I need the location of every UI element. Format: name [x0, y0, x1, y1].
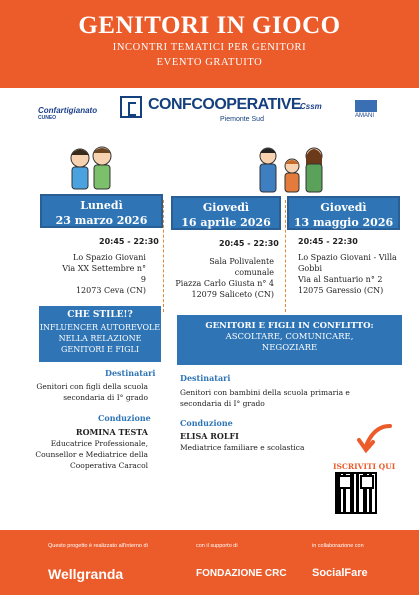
event-3-place: Lo Spazio Giovani - Villa Gobbi Via al Santuario n° 2 12075 Garessio (CN) [298, 253, 397, 295]
footer-mid-note: con il supporto di [196, 543, 238, 549]
header-banner [0, 0, 419, 88]
event-2-time: 20:45 - 22:30 [219, 239, 279, 248]
wellgranda-logo: Wellgranda [48, 566, 124, 582]
footer [0, 530, 419, 595]
event-1-place: Lo Spazio Giovani Via XX Settembre n° 9 12073 Ceva (CN) [62, 253, 146, 295]
arrow-icon [356, 420, 396, 456]
divider [163, 200, 164, 312]
subtitle-evento: EVENTO GRATUITO [156, 57, 263, 68]
confartigianato-logo: Confartigianato CUNEO [38, 106, 98, 121]
topic-1-conduzione-text: ROMINA TESTA Educatrice Professionale, Counsellor e Mediatrice della Cooperativa Caracol [35, 427, 148, 470]
signup-label[interactable]: ISCRIVITI QUI [333, 462, 396, 471]
subtitle-incontri: INCONTRI TEMATICI PER GENITORI [112, 42, 307, 53]
topic-1-destinatari-text: Genitori con figli della scuola secondaria di I° grado [36, 382, 148, 402]
event-1-header: Lunedì 23 marzo 2026 [40, 194, 163, 228]
event-1-time: 20:45 - 22:30 [99, 237, 159, 246]
topic-2-destinatari-label: Destinatari [180, 373, 231, 383]
divider [285, 200, 286, 312]
footer-left-note: Questo progetto è realizzato all'interno di [48, 543, 148, 549]
amani-logo: AMANI [355, 100, 377, 119]
fondazione-crc-logo: FONDAZIONE CRC [196, 568, 287, 579]
topic-2-destinatari-text: Genitori con bambini della scuola primaria e secondaria di I° grado [180, 388, 350, 408]
event-2-place: Sala Polivalente comunale Piazza Carlo Giusta n° 4 12079 Saliceto (CN) [175, 257, 274, 299]
topic-1-destinatari-label: Destinatari [105, 368, 156, 378]
topic-2-box: GENITORI E FIGLI IN CONFLITTO: ASCOLTARE, COMUNICARE, NEGOZIARE [177, 315, 402, 365]
family-illustration [256, 142, 328, 194]
qr-code[interactable] [335, 472, 377, 514]
topic-2-conduzione-text: ELISA ROLFI Mediatrice familiare e scolastica [180, 431, 305, 452]
kids-illustration [68, 140, 116, 192]
page-title: GENITORI IN GIOCO [78, 12, 341, 39]
event-3-header: Giovedì 13 maggio 2026 [287, 196, 400, 230]
topic-1-conduzione-label: Conduzione [98, 413, 151, 423]
event-2-header: Giovedì 16 aprile 2026 [171, 196, 281, 230]
confcooperative-logo: CONFCOOPERATIVE Piemonte Sud [120, 96, 290, 126]
event-3-time: 20:45 - 22:30 [298, 237, 358, 246]
topic-1-box: CHE STILE!? INFLUENCER AUTOREVOLE NELLA RELAZIONE GENITORI E FIGLI [39, 306, 161, 362]
cssm-logo: Cssm [300, 102, 322, 111]
topic-2-conduzione-label: Conduzione [180, 418, 233, 428]
footer-right-note: in collaborazione con [312, 543, 364, 549]
partner-logos [0, 92, 419, 132]
socialfare-logo: SocialFare [312, 567, 368, 579]
